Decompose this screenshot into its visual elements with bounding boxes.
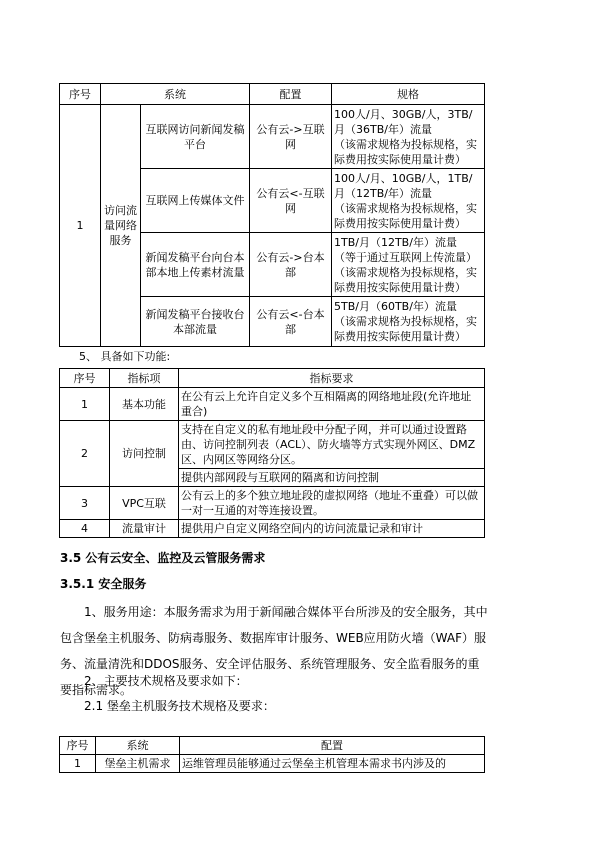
service-purpose-paragraph: 1、服务用途：本服务需求为用于新闻融合媒体平台所涉及的安全服务，其中包含堡垒主机服务、防病毒服务、数据库审计服务、WEB应用防火墙（WAF）服务、流量清洗和DDOS服务、安全评估服务、系统管理服务、安全监看服务的重要指标需求。 <box>60 605 488 697</box>
row-no: 4 <box>60 520 110 538</box>
requirement-cell: 提供内部网段与互联网的隔离和访问控制 <box>179 469 485 487</box>
header-system: 系统 <box>96 737 180 755</box>
spec-line: 际费用按实际使用量计费） <box>334 152 466 166</box>
spec-line: 月（36TB/年）流量 <box>334 122 432 136</box>
system-cell: 堡垒主机需求 <box>96 755 180 773</box>
row-no: 1 <box>60 755 96 773</box>
spec-line: （该需求规格为投标规格，实 <box>334 315 477 328</box>
system-cell: 新闻发稿平台向台本部本地上传素材流量 <box>141 233 250 297</box>
config-cell: 公有云->台本部 <box>250 233 332 297</box>
header-system: 系统 <box>101 84 250 105</box>
header-config: 配置 <box>180 737 485 755</box>
function-table <box>59 368 485 538</box>
spec-line: 100人/月、30GB/人，3TB/ <box>334 107 473 121</box>
requirement-cell: 公有云上的多个独立地址段的虚拟网络（地址不重叠）可以做一对一互通的对等连接设置。 <box>179 487 485 520</box>
config-cell: 运维管理员能够通过云堡垒主机管理本需求书内涉及的 <box>180 755 485 773</box>
system-cell: 互联网上传媒体文件 <box>141 169 250 233</box>
list-item-5: 5、 具备如下功能: <box>79 350 171 363</box>
item-cell: 基本功能 <box>110 388 179 421</box>
spec-cell <box>332 169 485 233</box>
spec-line: 际费用按实际使用量计费） <box>334 280 466 294</box>
system-cell: 互联网访问新闻发稿平台 <box>141 105 250 169</box>
spec-cell <box>332 233 485 297</box>
item-cell: 流量审计 <box>110 520 179 538</box>
config-cell: 公有云->互联网 <box>250 105 332 169</box>
section-heading-3-5-1: 3.5.1 安全服务 <box>60 577 147 591</box>
spec-line: （等于通过互联网上传流量） <box>334 250 477 264</box>
service-group: 访问流量网络服务 <box>101 105 141 347</box>
section-heading-3-5: 3.5 公有云安全、监控及云管服务需求 <box>60 551 266 565</box>
spec-line: 际费用按实际使用量计费） <box>334 216 466 230</box>
header-config: 配置 <box>250 84 332 105</box>
spec-line: 100人/月、10GB/人，1TB/ <box>334 171 473 185</box>
spec-line: 月（12TB/年）流量 <box>334 186 432 200</box>
bastion-spec-heading: 2.1 堡垒主机服务技术规格及要求： <box>84 699 275 713</box>
row-no: 1 <box>60 105 101 347</box>
bandwidth-spec-table <box>59 83 485 347</box>
row-no: 1 <box>60 388 110 421</box>
header-item: 指标项 <box>110 369 179 388</box>
spec-line: 5TB/月（60TB/年）流量 <box>334 300 457 313</box>
spec-cell <box>332 105 485 169</box>
header-no: 序号 <box>60 84 101 105</box>
header-no: 序号 <box>60 369 110 388</box>
item-cell: VPC互联 <box>110 487 179 520</box>
header-no: 序号 <box>60 737 96 755</box>
row-no: 2 <box>60 421 110 487</box>
spec-line: （该需求规格为投标规格，实 <box>334 137 477 151</box>
config-cell: 公有云<-台本部 <box>250 297 332 347</box>
spec-line: 际费用按实际使用量计费） <box>334 330 466 343</box>
header-spec: 规格 <box>332 84 485 105</box>
header-requirement: 指标要求 <box>179 369 485 388</box>
spec-line: （该需求规格为投标规格，实 <box>334 265 477 279</box>
requirement-cell: 支持在自定义的私有地址段中分配子网，并可以通过设置路由、访问控制列表（ACL）、防火墙等方式实现外网区、DMZ区、内网区等网络分区。 <box>179 421 485 469</box>
requirement-cell: 在公有云上允许自定义多个互相隔离的网络地址段(允许地址重合) <box>179 388 485 421</box>
row-no: 3 <box>60 487 110 520</box>
system-cell: 新闻发稿平台接收台本部流量 <box>141 297 250 347</box>
spec-line: 1TB/月（12TB/年）流量 <box>334 235 457 249</box>
requirement-cell: 提供用户自定义网络空间内的访问流量记录和审计 <box>179 520 485 538</box>
item-cell: 访问控制 <box>110 421 179 487</box>
bastion-host-table <box>59 736 485 773</box>
config-cell: 公有云<-互联网 <box>250 169 332 233</box>
spec-cell <box>332 297 485 347</box>
spec-line: （该需求规格为投标规格，实 <box>334 201 477 215</box>
spec-intro-paragraph: 2、主要技术规格及要求如下： <box>84 674 248 688</box>
